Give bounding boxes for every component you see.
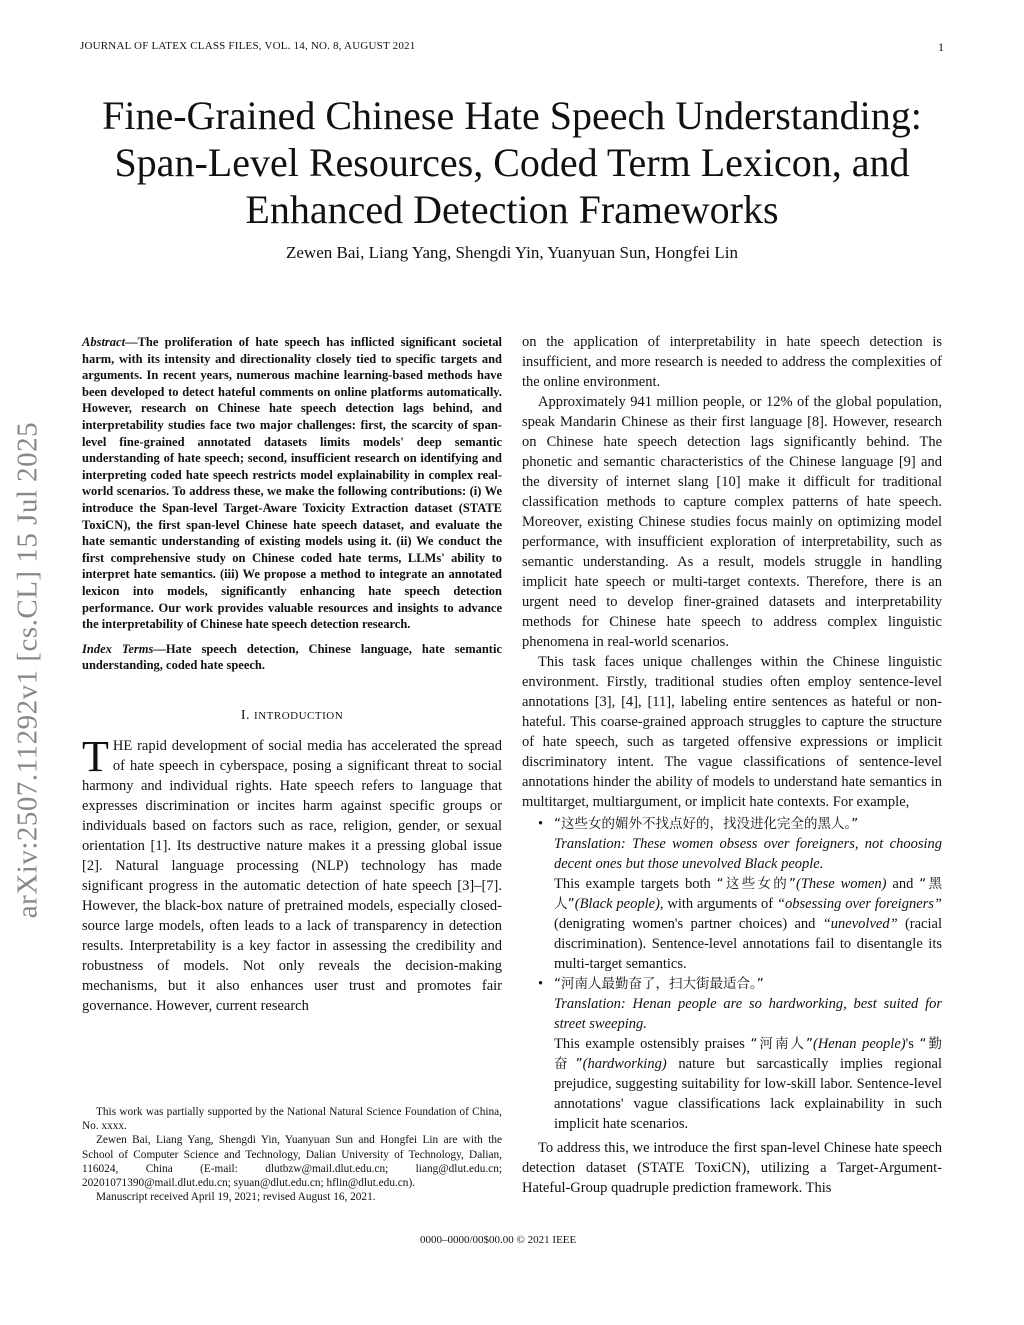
- right-column: [522, 332, 942, 1198]
- example-quote: “河南人最勤奋了，扫大街最适合。”: [554, 976, 764, 992]
- running-head: JOURNAL OF LATEX CLASS FILES, VOL. 14, NO. 8, AUGUST 2021: [80, 40, 416, 52]
- example-translation: Translation: Henan people are so hardworking, best suited for street sweeping.: [554, 996, 942, 1032]
- paragraph-3: This task faces unique challenges within the Chinese linguistic environment. Firstly, traditional studies often employ sentence-level annotations [3], [4], [11], labeling entire sentences as hateful or non-hateful. This coarse-grained approach struggles to capture the structure of hate speech, such as targeted offensive expressions or implicit discriminatory intent. The vague classifications of sentence-level annotations hinder the ability of models to understand hate semantics in multitarget, multiargument, or implicit hate contexts. For example,: [522, 654, 942, 810]
- arxiv-stamp-text: arXiv:2507.11292v1 [cs.CL] 15 Jul 2025: [11, 421, 44, 919]
- footnotes: [82, 1105, 502, 1204]
- abstract: [82, 334, 502, 633]
- drop-cap: T: [82, 731, 109, 781]
- funding-footnote: This work was partially supported by the National Natural Science Foundation of China, No. xxxx.: [82, 1106, 502, 1133]
- paper-title: [60, 92, 964, 233]
- manuscript-footnote: Manuscript received April 19, 2021; revised August 16, 2021.: [96, 1191, 376, 1204]
- paragraph-1: on the application of interpretability in hate speech detection is insufficient, and more research is needed to address the complexities of the online environment.: [522, 334, 942, 390]
- example-translation: Translation: These women obsess over foreigners, not choosing decent ones but those unevolved Black people.: [554, 836, 942, 872]
- section-heading: [82, 708, 502, 724]
- example-item: [522, 974, 942, 1134]
- title-line-3: Enhanced Detection Frameworks: [245, 187, 779, 232]
- title-line-1: Fine-Grained Chinese Hate Speech Understanding:: [102, 93, 922, 138]
- example-desc: This example targets both “这些女的”(These women) and “黑人”(Black people), with arguments of “obsessing over foreigners” (denigrating women's partner choices) and “unevolved” (racial discrimination). Sentence-level annotations fail to disentangle its multi-target semantics.: [554, 876, 942, 972]
- bullet-icon: •: [538, 976, 544, 992]
- index-terms-text: —Hate speech detection, Chinese language, hate semantic understanding, coded hate speech.: [82, 641, 502, 673]
- section-numeral: I.: [240, 707, 251, 723]
- intro-text: HE rapid development of social media has accelerated the spread of hate speech in cyberspace, posing a significant threat to social harmony and individual rights. Hate speech refers to language that expresses discrimination or incites harm against specific groups or individuals based on factors such as race, religion, gender, or sexual orientation [1]. Its destructive nature makes it a pressing global issue [2]. Natural language processing (NLP) technology has made significant progress in the automatic detection of hate speech [3]–[7]. However, the black-box nature of pretrained models, especially closed-source large models, often leads to a lack of transparency in detection results. Interpretability is a key factor in assessing the credibility and robustness of models. Not only reveals the decision-making mechanisms, but it also enhances user trust and promotes fair governance. However, current research: [82, 737, 502, 1014]
- arxiv-stamp: [8, 380, 48, 960]
- author-list: Zewen Bai, Liang Yang, Shengdi Yin, Yuanyuan Sun, Hongfei Lin: [285, 243, 739, 262]
- abstract-text: —The proliferation of hate speech has inflicted significant societal harm, with its intensity and directionality closely tied to specific targets and arguments. In recent years, numerous machine learning-based methods have been developed to detect hateful comments on online platforms automatically. However, research on Chinese hate speech detection lags behind, and interpretability studies face two major challenges: first, the scarcity of span-level fine-grained annotated datasets limits models' deep semantic understanding of hate speech; second, insufficient research on identifying and interpreting coded hate speech restricts model explainability in complex real-world scenarios. To address these, we make the following contributions: (i) We introduce the Span-level Target-Aware Toxicity Extraction dataset (STATE ToxiCN), the first span-level Chinese hate speech dataset, and evaluate the hate semantic understanding of existing models using it. (ii) We conduct the first comprehensive study on Chinese coded hate terms, LLMs' ability to interpret hate semantics. (iii) We propose a method to integrate an annotated lexicon into models, significantly enhancing hate speech detection performance. Our work provides valuable resources and insights to advance the interpretability of Chinese hate speech detection research.: [82, 335, 502, 632]
- section-title: INTRODUCTION: [254, 709, 344, 722]
- affiliation-footnote: Zewen Bai, Liang Yang, Shengdi Yin, Yuanyuan Sun and Hongfei Lin are with the School of Computer Science and Technology, Dalian University of Technology, Dalian, 116024, China (E-mail: dlutbzw@mail.dlut.edu.cn; liang@dlut.edu.cn; 20201071390@mail.dlut.edu.cn; syuan@dlut.edu.cn; hflin@dlut.edu.cn).: [82, 1134, 502, 1190]
- bullet-icon: •: [538, 816, 544, 832]
- example-quote: “这些女的媚外不找点好的，找没进化完全的黑人。”: [554, 816, 859, 832]
- intro-paragraph: [82, 731, 502, 1016]
- index-terms-label: Index Terms: [82, 641, 154, 656]
- page-number: 1: [938, 40, 944, 54]
- example-list: [522, 814, 942, 1134]
- copyright-line: 0000–0000/00$00.00 © 2021 IEEE: [420, 1234, 577, 1246]
- paragraph-4: To address this, we introduce the first span-level Chinese hate speech detection dataset (STATE ToxiCN), utilizing a Target-Argument-Hateful-Group quadruple prediction framework. This: [522, 1140, 942, 1196]
- title-line-2: Span-Level Resources, Coded Term Lexicon, and: [114, 140, 910, 185]
- example-item: [522, 814, 942, 974]
- left-column: [82, 334, 502, 1016]
- example-desc: This example ostensibly praises “河南人”(Henan people)'s “勤奋”(hardworking) nature but sarcastically implies regional prejudice, suggesting suitability for low-skill labor. Sentence-level annotations' vague classifications lack explainability in such implicit hate scenarios.: [554, 1036, 942, 1132]
- paragraph-2: Approximately 941 million people, or 12% of the global population, speak Mandarin Chinese as their first language [8]. However, research on Chinese hate speech detection lags significantly behind. The phonetic and semantic characteristics of the Chinese language [9] and the diversity of internet slang [10] make it difficult for traditional classification methods to capture complex patterns of hate speech. Moreover, existing Chinese studies focus mainly on optimizing model performance, with insufficient exploration of interpretability, such as semantic understanding. As a result, models struggle in handling implicit hate speech or multi-target contexts. Therefore, there is an urgent need to develop finer-grained datasets and interpretability methods for Chinese hate speech to address complex linguistic phenomena in real-world scenarios.: [522, 394, 942, 650]
- abstract-label: Abstract: [82, 335, 126, 349]
- index-terms: [82, 641, 502, 674]
